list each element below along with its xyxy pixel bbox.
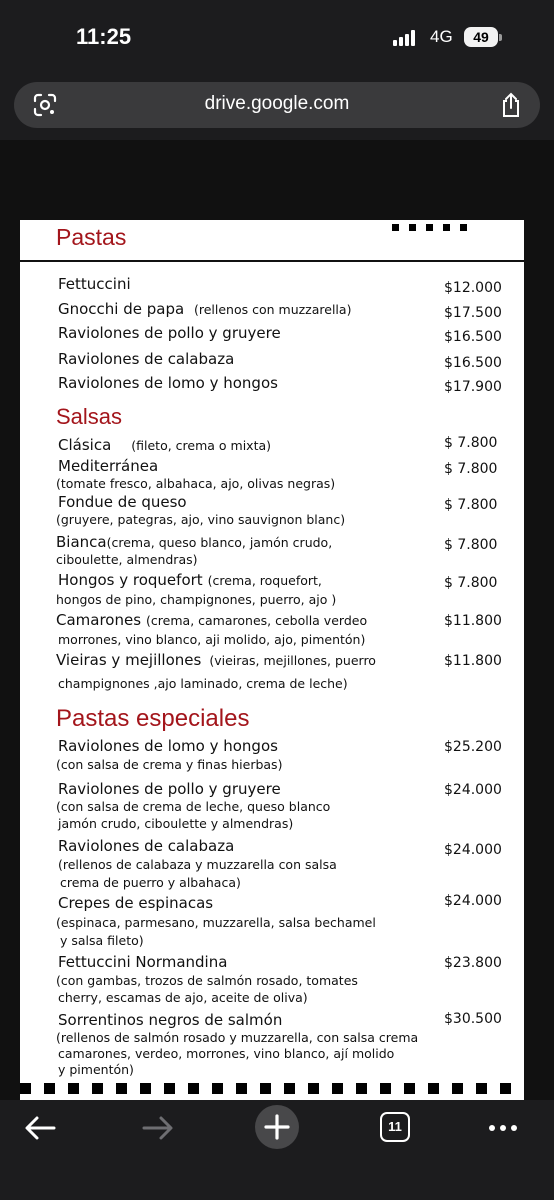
menu-item-desc: (rellenos de calabaza y muzzarella con salsa xyxy=(58,857,337,872)
menu-item-price: $23.800 xyxy=(444,955,502,971)
section-title-salsas: Salsas xyxy=(56,404,123,429)
menu-page xyxy=(20,220,524,1100)
forward-arrow-icon[interactable] xyxy=(138,1110,178,1146)
menu-item-desc: (crema, roquefort, xyxy=(207,573,322,588)
menu-item-desc: (fileto, crema o mixta) xyxy=(131,438,272,453)
menu-item-desc: (con gambas, trozos de salmón rosado, tomates xyxy=(56,973,358,988)
menu-item-name: Sorrentinos negros de salmón xyxy=(58,1011,283,1029)
menu-item-desc: (vieiras, mejillones, puerro xyxy=(209,653,376,668)
menu-item-name: Clásica (fileto, crema o mixta) xyxy=(58,436,272,454)
battery-icon: 49 xyxy=(464,27,498,47)
divider xyxy=(20,260,524,262)
checker-square xyxy=(284,1083,295,1094)
decorative-checker-border xyxy=(20,1078,524,1100)
network-type: 4G xyxy=(430,27,453,46)
menu-item-desc: (espinaca, parmesano, muzzarella, salsa bechamel xyxy=(56,915,376,930)
menu-item-desc: (con salsa de crema y finas hierbas) xyxy=(56,757,283,772)
menu-item-price: $24.000 xyxy=(444,893,502,909)
menu-item-price: $24.000 xyxy=(444,782,502,798)
checker-square xyxy=(476,1083,487,1094)
menu-item-name: Fettuccini xyxy=(58,275,131,293)
menu-item-price: $12.000 xyxy=(444,280,502,296)
menu-item-desc: (gruyere, pategras, ajo, vino sauvignon blanc) xyxy=(56,512,346,527)
browser-toolbar xyxy=(0,74,554,140)
menu-item-name: Gnocchi de papa (rellenos con muzzarella) xyxy=(58,300,352,318)
bottom-toolbar xyxy=(0,1100,554,1200)
menu-item-desc: (rellenos de salmón rosado y muzzarella, con salsa crema xyxy=(56,1030,419,1045)
menu-item-name: Vieiras y mejillones (vieiras, mejillones, puerro xyxy=(56,651,376,669)
checker-square xyxy=(188,1083,199,1094)
checker-square xyxy=(44,1083,55,1094)
menu-item-name: Mediterránea xyxy=(58,457,159,475)
address-bar[interactable] xyxy=(14,82,540,128)
menu-item-name: Raviolones de lomo y hongos xyxy=(58,374,278,392)
menu-item-name: Raviolones de pollo y gruyere xyxy=(58,780,281,798)
menu-item-name: Raviolones de lomo y hongos xyxy=(58,737,278,755)
checker-square xyxy=(260,1083,271,1094)
menu-item-price: $ 7.800 xyxy=(444,575,498,591)
more-menu-icon[interactable] xyxy=(486,1110,526,1146)
menu-item-price: $16.500 xyxy=(444,355,502,371)
menu-item-price: $16.500 xyxy=(444,329,502,345)
new-tab-plus-icon[interactable] xyxy=(254,1104,300,1150)
section-title-pastas: Pastas xyxy=(56,224,127,250)
menu-item-name: Fondue de queso xyxy=(58,493,187,511)
menu-item-price: $24.000 xyxy=(444,842,502,858)
menu-item-desc-line2: morrones, vino blanco, aji molido, ajo, pimentón) xyxy=(58,632,366,647)
share-icon[interactable] xyxy=(498,91,524,119)
menu-item-desc: (rellenos con muzzarella) xyxy=(193,302,352,317)
checker-square xyxy=(356,1083,367,1094)
status-time: 11:25 xyxy=(76,24,132,49)
checker-square xyxy=(332,1083,343,1094)
menu-item-desc-line2: champignones ,ajo laminado, crema de leche) xyxy=(58,676,348,691)
menu-item-desc-line2: camarones, verdeo, morrones, vino blanco, ají molido xyxy=(58,1046,395,1061)
checker-square xyxy=(500,1083,511,1094)
checker-square xyxy=(236,1083,247,1094)
menu-item-price: $17.900 xyxy=(444,379,502,395)
menu-item-price: $ 7.800 xyxy=(444,461,498,477)
menu-item-name: Crepes de espinacas xyxy=(58,894,214,912)
menu-item-price: $ 7.800 xyxy=(444,435,498,451)
checker-square xyxy=(164,1083,175,1094)
menu-item-desc: (crema, queso blanco, jamón crudo, xyxy=(106,535,333,550)
menu-item-price: $ 7.800 xyxy=(444,497,498,513)
menu-item-desc-line2: ciboulette, almendras) xyxy=(56,552,198,567)
menu-item-desc-line2: hongos de pino, champignones, puerro, ajo ) xyxy=(56,592,337,607)
menu-item-desc: (crema, camarones, cebolla verdeo xyxy=(146,613,368,628)
menu-item-desc: (con salsa de crema de leche, queso blanco xyxy=(56,799,331,814)
checker-square xyxy=(380,1083,391,1094)
menu-item-price: $25.200 xyxy=(444,739,502,755)
section-title-pastas-especiales: Pastas especiales xyxy=(56,705,250,732)
menu-item-price: $ 7.800 xyxy=(444,537,498,553)
checker-square xyxy=(116,1083,127,1094)
menu-item-name: Raviolones de calabaza xyxy=(58,837,235,855)
menu-item-name: Raviolones de calabaza xyxy=(58,350,235,368)
checker-square xyxy=(20,1083,31,1094)
tabs-icon[interactable]: 11 xyxy=(380,1112,410,1142)
menu-item-desc-line2: cherry, escamas de ajo, aceite de oliva) xyxy=(58,990,308,1005)
menu-item-name: Bianca(crema, queso blanco, jamón crudo, xyxy=(56,533,333,551)
checker-square xyxy=(92,1083,103,1094)
menu-item-desc: (tomate fresco, albahaca, ajo, olivas negras) xyxy=(56,476,336,491)
menu-item-name: Raviolones de pollo y gruyere xyxy=(58,324,281,342)
checker-square xyxy=(428,1083,439,1094)
url-text[interactable]: drive.google.com xyxy=(204,93,350,114)
menu-item-name: Hongos y roquefort (crema, roquefort, xyxy=(58,571,322,589)
checker-square xyxy=(68,1083,79,1094)
menu-item-price: $30.500 xyxy=(444,1011,502,1027)
status-bar xyxy=(0,0,554,74)
document-viewer[interactable] xyxy=(0,140,554,1100)
checker-square xyxy=(212,1083,223,1094)
menu-item-price: $17.500 xyxy=(444,305,502,321)
menu-item-price: $11.800 xyxy=(444,613,502,629)
menu-item-desc-line2: y salsa fileto) xyxy=(60,933,144,948)
menu-item-name: Camarones (crema, camarones, cebolla verdeo xyxy=(56,611,368,629)
checker-square xyxy=(308,1083,319,1094)
checker-square xyxy=(404,1083,415,1094)
menu-item-desc-line2: crema de puerro y albahaca) xyxy=(60,875,241,890)
checker-square xyxy=(452,1083,463,1094)
checker-square xyxy=(140,1083,151,1094)
menu-item-desc-line2: jamón crudo, ciboulette y almendras) xyxy=(58,816,294,831)
menu-item-desc-line3: y pimentón) xyxy=(58,1062,134,1077)
back-arrow-icon[interactable] xyxy=(20,1110,60,1146)
menu-item-name: Fettuccini Normandina xyxy=(58,953,228,971)
menu-item-price: $11.800 xyxy=(444,653,502,669)
